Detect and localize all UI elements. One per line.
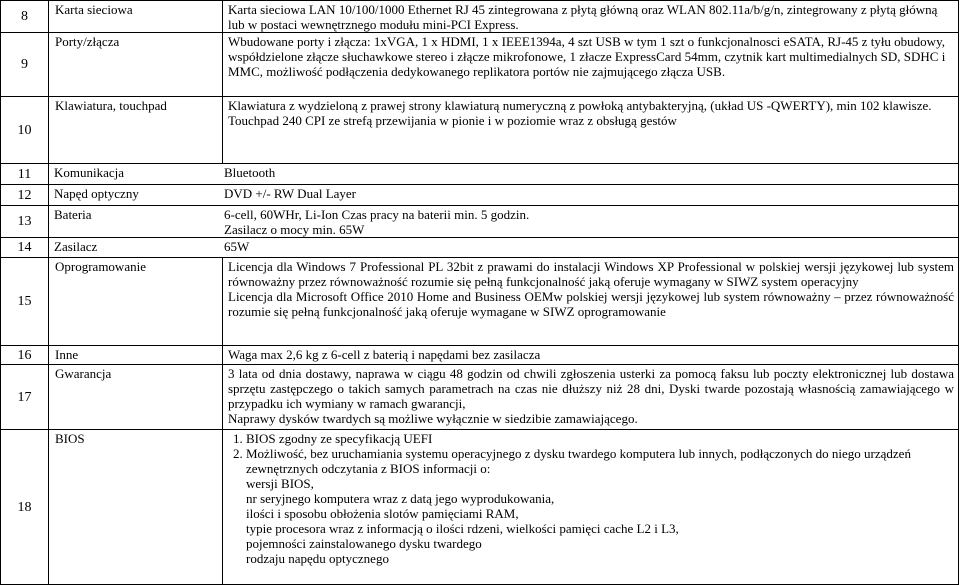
- feature-cell: Porty/złącza: [49, 33, 223, 97]
- value-line: Licencja dla Microsoft Office 2010 Home and Business OEMw polskiej wersji językowej lub system równoważny – przez równoważność rozumie się pełną funkcjonalność jaką oferuje wymagane w SIWZ oprogramowanie: [228, 289, 954, 319]
- row-number: 14: [1, 238, 49, 258]
- row-number: 10: [1, 97, 49, 164]
- value-text: Bluetooth: [224, 165, 276, 180]
- feature-label: Zasilacz: [54, 239, 98, 254]
- table-row: [1, 97, 959, 164]
- table-row: [1, 1, 959, 33]
- value-line: Klawiatura z wydzieloną z prawej strony klawiaturą numeryczną z powłoką antybakteryjną, (układ US -QWERTY), min 102 klawisze.: [228, 98, 932, 113]
- list-item-text: Możliwość, bez uruchamiania systemu operacyjnego z dysku twardego komputera lub innych, podłączonych do niego urządzeń zewnętrznych odczytania z BIOS informacji o:: [246, 446, 911, 476]
- value-cell: [223, 365, 959, 430]
- row-number: 16: [1, 346, 49, 365]
- sub-item: rodzaju napędu optycznego: [246, 551, 389, 566]
- merged-cell: [49, 185, 959, 206]
- row-number: 8: [1, 1, 49, 33]
- feature-cell: Gwarancja: [49, 365, 223, 430]
- sub-item: typie procesora wraz z informacją o ilości rdzeni, wielkości pamięci cache L2 i L3,: [246, 521, 679, 536]
- value-text: [224, 207, 529, 237]
- value-cell: [223, 430, 959, 585]
- sub-item: wersji BIOS,: [246, 476, 314, 491]
- value-cell: Karta sieciowa LAN 10/100/1000 Ethernet RJ 45 zintegrowana z płytą główną oraz WLAN 802.11a/b/g/n, zintegrowany z płytą główną lub w postaci wewnętrznego modułu mini-PCI Express.: [223, 1, 959, 33]
- table-row: [1, 365, 959, 430]
- feature-label: Bateria: [54, 207, 92, 222]
- feature-cell: Inne: [49, 346, 223, 365]
- sub-item: nr seryjnego komputera wraz z datą jego wyprodukowania,: [246, 491, 555, 506]
- feature-cell: Karta sieciowa: [49, 1, 223, 33]
- row-number: 15: [1, 258, 49, 346]
- row-number: 9: [1, 33, 49, 97]
- table-row: [1, 346, 959, 365]
- value-line: 3 lata od dnia dostawy, naprawa w ciągu 48 godzin od chwili zgłoszenia usterki za pomocą faksu lub poczty elektronicznej lub dostawa sprzętu zastępczego o takich samych parametrach na czas nie dłuższy niż 28 dni, Dyski twarde pozostają własnością zamawiającego w przypadku ich wymiany w ramach gwarancji,: [228, 366, 954, 411]
- value-cell: [223, 258, 959, 346]
- row-number: 12: [1, 185, 49, 206]
- feature-cell: Oprogramowanie: [49, 258, 223, 346]
- value-line: Zasilacz o mocy min. 65W: [224, 222, 365, 237]
- list-item: 1. BIOS zgodny ze specyfikacją UEFI: [246, 431, 954, 446]
- merged-cell: [49, 164, 959, 185]
- value-line: Naprawy dysków twardych są możliwe wyłącznie w siedzibie zamawiającego.: [228, 411, 638, 426]
- row-number: 18: [1, 430, 49, 585]
- table-row: [1, 258, 959, 346]
- list-item: [246, 446, 954, 566]
- table-row: [1, 206, 959, 238]
- merged-cell: [49, 206, 959, 238]
- value-text: DVD +/- RW Dual Layer: [224, 186, 357, 201]
- table-row: [1, 33, 959, 97]
- row-number: 17: [1, 365, 49, 430]
- feature-cell: Klawiatura, touchpad: [49, 97, 223, 164]
- value-line: Licencja dla Windows 7 Professional PL 32bit z prawami do instalacji Windows XP Professional w polskiej wersji językowej lub system równoważny przez równoważność rozumie się pełną funkcjonalność jaką oferuje wymagany w SIWZ system operacyjny: [228, 259, 954, 289]
- feature-label: Napęd optyczny: [54, 186, 139, 201]
- merged-cell: [49, 238, 959, 258]
- row-number: 11: [1, 164, 49, 185]
- value-cell: Wbudowane porty i złącza: 1xVGA, 1 x HDMI, 1 x IEEE1394a, 4 szt USB w tym 1 szt o funkcjonalnosci eSATA, RJ-45 z tyłu obudowy, współdzielone złącze słuchawkowe stereo i złącze mikrofonowe, 1 złacze ExpressCard 54mm, czytnik kart multimedialnych SD, SDHC i MMC, możliwość podłączenia dedykowanego replikatora portów nie zajmującego złącza USB.: [223, 33, 959, 97]
- table-row: [1, 238, 959, 258]
- value-text: 65W: [224, 239, 250, 254]
- feature-label: Komunikacja: [54, 165, 125, 180]
- value-cell: Waga max 2,6 kg z 6-cell z baterią i napędami bez zasilacza: [223, 346, 959, 365]
- table-row: [1, 185, 959, 206]
- bios-list: [228, 431, 954, 566]
- sub-item: pojemności zainstalowanego dysku twardego: [246, 536, 482, 551]
- value-line: Touchpad 240 CPI ze strefą przewijania w pionie i w poziomie wraz z obsługą gestów: [228, 113, 677, 128]
- feature-cell: BIOS: [49, 430, 223, 585]
- table-row: [1, 164, 959, 185]
- sub-item: ilości i sposobu obłożenia slotów pamięciami RAM,: [246, 506, 519, 521]
- value-cell: [223, 97, 959, 164]
- table-row: [1, 430, 959, 585]
- row-number: 13: [1, 206, 49, 238]
- value-line: 6-cell, 60WHr, Li-Ion Czas pracy na baterii min. 5 godzin.: [224, 207, 530, 222]
